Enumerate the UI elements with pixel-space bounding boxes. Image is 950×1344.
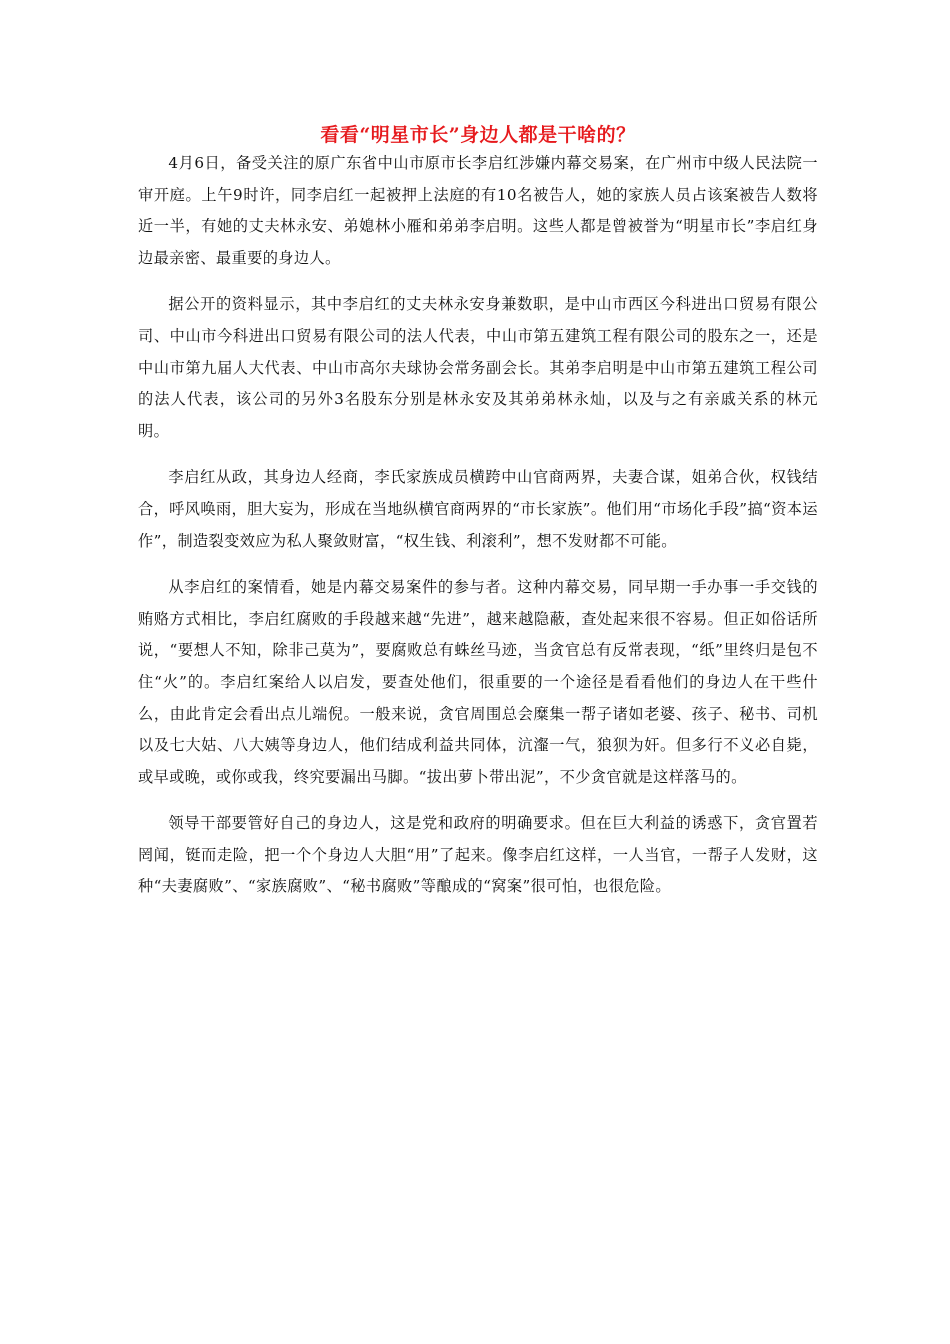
article-title: 看看“明星市长”身边人都是干啥的？ bbox=[320, 124, 636, 146]
paragraph-3: 李启红从政，其身边人经商，李氏家族成员横跨中山官商两界，夫妻合谋，姐弟合伙，权钱结合，呼风唤雨，胆大妄为，形成在当地纵横官商两界的“市长家族”。他们用“市场化手段”搞“资本运作”，制造裂变效应为私人聚敛财富，“权生钱、利滚利”，想不发财都不可能。 bbox=[138, 468, 818, 550]
paragraph-2: 据公开的资料显示，其中李启红的丈夫林永安身兼数职，是中山市西区今科进出口贸易有限公司、中山市今科进出口贸易有限公司的法人代表，中山市第五建筑工程有限公司的股东之一，还是中山市第九届人大代表、中山市高尔夫球协会常务副会长。其弟李启明是中山市第五建筑工程公司的法人代表，该公司的另外3名股东分别是林永安及其弟弟林永灿，以及与之有亲戚关系的林元明。 bbox=[138, 295, 818, 440]
article-body bbox=[138, 148, 818, 918]
paragraph-4: 从李启红的案情看，她是内幕交易案件的参与者。这种内幕交易，同早期一手办事一手交钱的贿赂方式相比，李启红腐败的手段越来越“先进”，越来越隐蔽，查处起来很不容易。但正如俗话所说，“要想人不知，除非己莫为”，要腐败总有蛛丝马迹，当贪官总有反常表现，“纸”里终归是包不住“火”的。李启红案给人以启发，要查处他们，很重要的一个途径是看看他们的身边人在干些什么，由此肯定会看出点儿端倪。一般来说，贪官周围总会糜集一帮子诸如老婆、孩子、秘书、司机以及七大姑、八大姨等身边人，他们结成利益共同体，沆瀣一气，狼狈为奸。但多行不义必自毙，或早或晚，或你或我，终究要漏出马脚。“拔出萝卜带出泥”，不少贪官就是这样落马的。 bbox=[138, 578, 818, 786]
paragraph-1: 4月6日，备受关注的原广东省中山市原市长李启红涉嫌内幕交易案，在广州市中级人民法院一审开庭。上午9时许，同李启红一起被押上法庭的有10名被告人，她的家族人员占该案被告人数将近一半，有她的丈夫林永安、弟媳林小雁和弟弟李启明。这些人都是曾被誉为“明星市长”李启红身边最亲密、最重要的身边人。 bbox=[138, 154, 818, 267]
paragraph-5: 领导干部要管好自己的身边人，这是党和政府的明确要求。但在巨大利益的诱惑下，贪官置若罔闻，铤而走险，把一个个身边人大胆“用”了起来。像李启红这样，一人当官，一帮子人发财，这种“夫妻腐败”、“家族腐败”、“秘书腐败”等酿成的“窝案”很可怕，也很危险。 bbox=[138, 814, 818, 896]
